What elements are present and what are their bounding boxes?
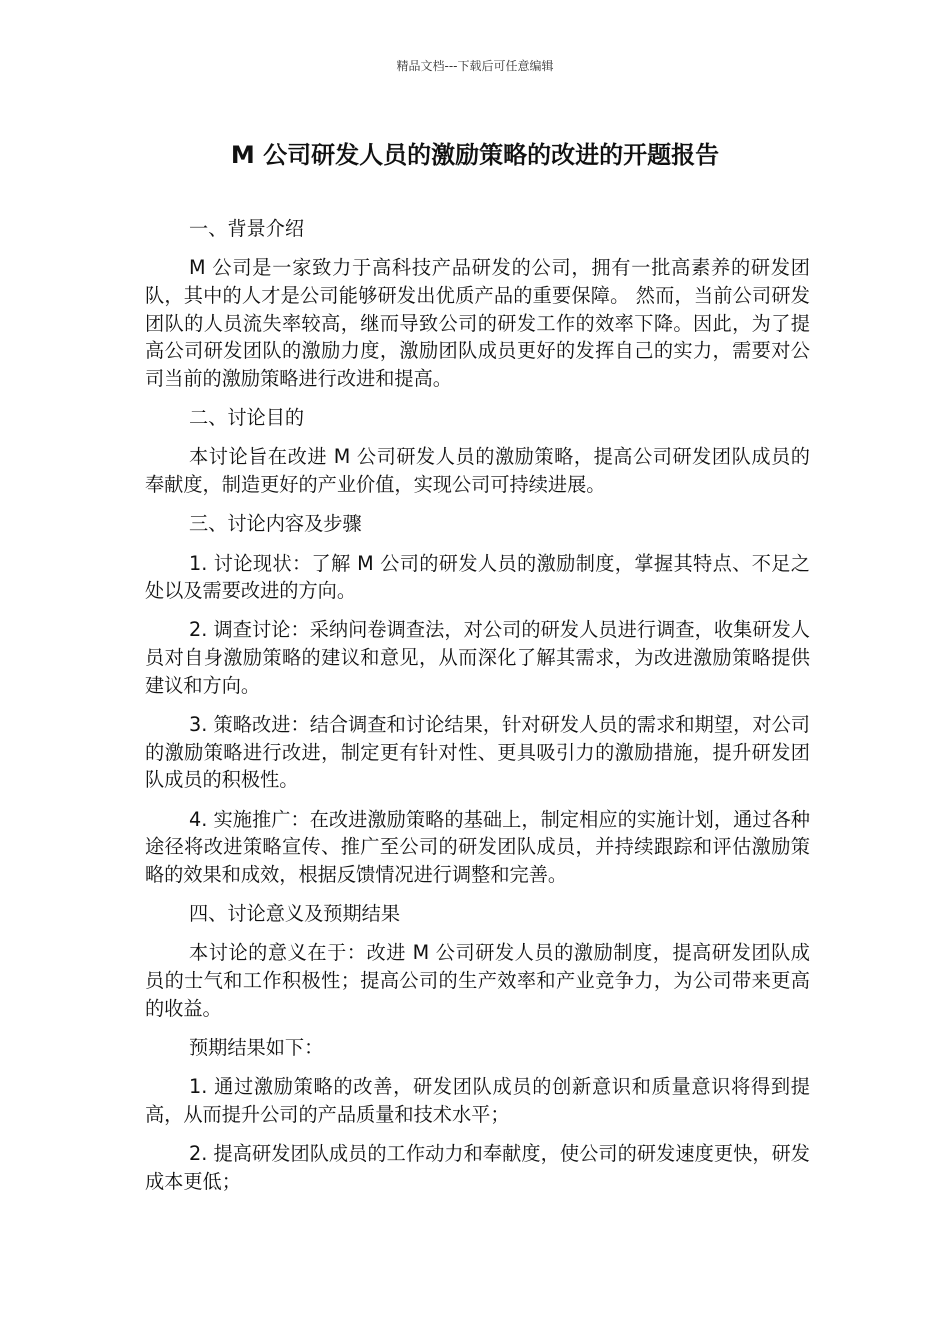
paragraph-purpose: 本讨论旨在改进 M 公司研发人员的激励策略，提高公司研发团队成员的奉献度，制造更好的产业价值，实现公司可持续进展。 xyxy=(145,445,810,497)
step-item-2: 2. 调查讨论：采纳问卷调查法，对公司的研发人员进行调查，收集研发人员对自身激励策略的建议和意见，从而深化了解其需求，为改进激励策略提供建议和方向。 xyxy=(145,618,810,697)
section-heading-content-steps: 三、讨论内容及步骤 xyxy=(189,512,362,536)
step-item-3: 3. 策略改进：结合调查和讨论结果，针对研发人员的需求和期望，对公司的激励策略进行改进，制定更有针对性、更具吸引力的激励措施，提升研发团队成员的积极性。 xyxy=(145,713,810,792)
expected-result-item-2: 2. 提高研发团队成员的工作动力和奉献度，使公司的研发速度更快，研发成本更低； xyxy=(145,1142,810,1193)
section-heading-background: 一、背景介绍 xyxy=(189,217,305,240)
expected-results-intro: 预期结果如下： xyxy=(189,1036,324,1060)
document-body xyxy=(145,215,810,1207)
step-item-1: 1. 讨论现状：了解 M 公司的研发人员的激励制度，掌握其特点、不足之处以及需要改进的方向。 xyxy=(145,551,810,603)
page-header: 精品文档---下载后可任意编辑 xyxy=(396,59,554,73)
paragraph-significance: 本讨论的意义在于：改进 M 公司研发人员的激励制度，提高研发团队成员的士气和工作积极性；提高公司的生产效率和产业竞争力，为公司带来更高的收益。 xyxy=(145,941,810,1020)
section-heading-significance: 四、讨论意义及预期结果 xyxy=(189,902,401,926)
section-heading-purpose: 二、讨论目的 xyxy=(189,406,305,430)
document-title: M 公司研发人员的激励策略的改进的开题报告 xyxy=(230,141,720,169)
step-item-4: 4. 实施推广：在改进激励策略的基础上，制定相应的实施计划，通过各种途径将改进策略宣传、推广至公司的研发团队成员，并持续跟踪和评估激励策略的效果和成效，根据反馈情况进行调整和完善。 xyxy=(145,807,810,887)
paragraph-background: M 公司是一家致力于高科技产品研发的公司，拥有一批高素养的研发团队，其中的人才是公司能够研发出优质产品的重要保障。 然而，当前公司研发团队的人员流失率较高，继而导致公司的研发工作的效率下降。因此，为了提高公司研发团队的激励力度，激励团队成员更好的发挥自己的实力，需要对公司当前的激励策略进行改进和提高。 xyxy=(145,256,810,391)
expected-result-item-1: 1. 通过激励策略的改善，研发团队成员的创新意识和质量意识将得到提高，从而提升公司的产品质量和技术水平； xyxy=(145,1075,810,1126)
